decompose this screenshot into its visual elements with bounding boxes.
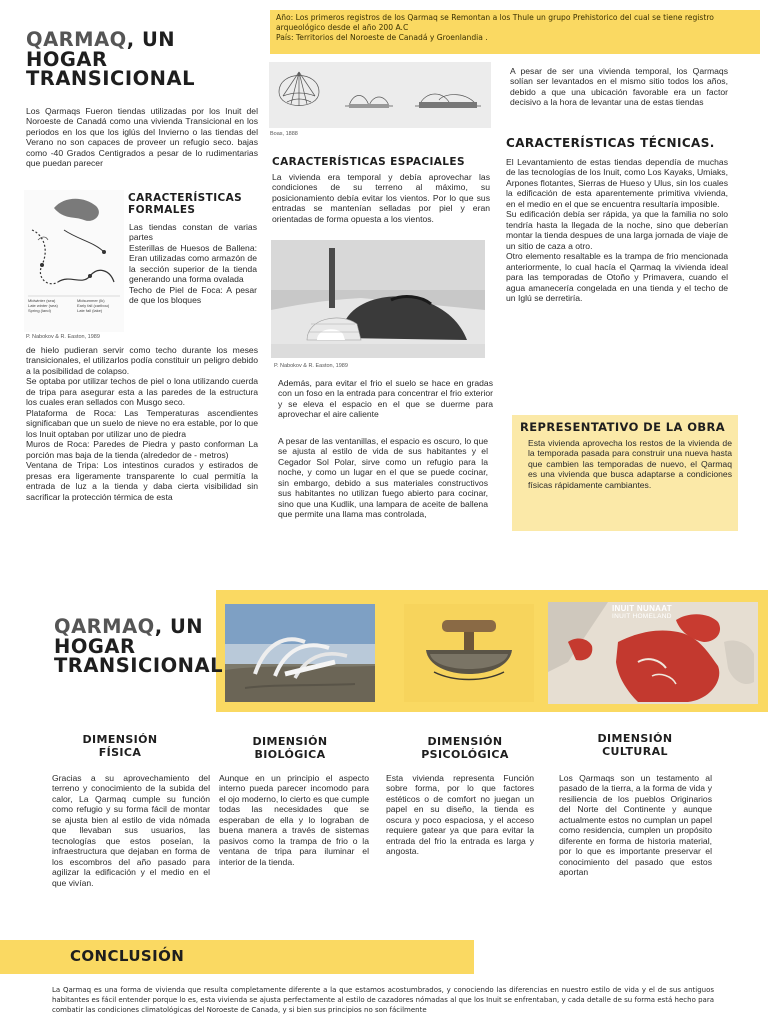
dimension-text-cultural: Los Qarmaqs son un testamento al pasado de la tierra, a la forma de vida y resiliencia de los pueblos Originarios del Norte del Continente y aunque actualmente estos no cumplan un papel como residencia, cumplen un propósito diferente en forma de historia material, por lo que es importante preservar el conocimiento del pasado que estos aportan (559, 773, 712, 878)
info-box (270, 10, 760, 54)
title-line-transicional: TRANSICIONAL (54, 654, 224, 677)
dimension-heading-line: BIOLÓGICA (254, 747, 326, 761)
dimension-heading-line: DIMENSIÓN (252, 735, 328, 748)
legend-item: Spring (land) (28, 308, 51, 313)
spatial-text-3: A pesar de las ventanillas, el espacio es oscuro, lo que se ajusta al estilo de vida de sus habitantes y el Cegador Sol Polar, sirve como un refugio para la noche, y como un lugar en el que se puede cocinar, sin embargo, debido a sus materiales constructivos sus habitantes no utilizan fuego abierto para cocinar, sino que una Kudlik, una lampara de aceite de ballena que permite una llama mas controlada, (278, 436, 488, 520)
spatial-heading: CARACTERÍSTICAS ESPACIALES (272, 156, 465, 168)
sketch-caption: Boas, 1888 (270, 131, 298, 137)
dimension-heading-fisica (60, 734, 180, 759)
title-word-un: , UN (126, 28, 176, 51)
title-line-hogar: HOGAR (54, 634, 136, 658)
info-country: País: Territorios del Noroeste de Canadá y Groenlandia . (276, 32, 488, 42)
title-word-qarmaq: QARMAQ (54, 615, 155, 638)
technical-heading: CARACTERÍSTICAS TÉCNICAS. (506, 136, 715, 150)
formal-heading: CARACTERÍSTICAS FORMALES (128, 192, 243, 217)
dimension-heading-line: DIMENSIÓN (82, 733, 158, 746)
legend-item: Late winter (sea) (28, 303, 58, 308)
representative-text: Esta vivienda aprovecha los restos de la vivienda de la temporada pasada para construir una nueva hasta que cambien las temporadas de nuevo, el Qarmaq es una vivienda que busca adaptarse a condiciones físicas rápidamente cambiantes. (528, 438, 732, 490)
whalebone-photo (225, 604, 375, 702)
bottom-title (54, 617, 224, 676)
spatial-text-2: Además, para evitar el frio el suelo se hace en gradas con un foso en la entrada para concentrar el frio exterior y se eleva el espacio en el que se duerme para aprovechar el aire caliente (278, 378, 493, 420)
dimension-text-biologica: Aunque en un principio el aspecto interno pueda parecer incomodo para el ojo moderno, lo cierto es que cumple todas las necesidades que se esperaban de ella y lo lograban de buena manera a través de sistemas pasivos como la trampa de frio o la ventana de tripa para iluminar el interior de la tienda. (219, 773, 369, 867)
title-word-qarmaq: QARMAQ (26, 28, 127, 51)
photo-caption: P. Nabokov & R. Easton, 1989 (274, 363, 348, 369)
dimension-heading-line: DIMENSIÓN (597, 732, 673, 745)
map-legend (28, 298, 122, 313)
dimension-heading-line: CULTURAL (602, 744, 668, 758)
dimension-heading-biologica (230, 736, 350, 761)
right-intro: A pesar de ser una vivienda temporal, los Qarmaqs solían ser levantados en el mismo sitio todos los años, debido a que una ubicación favorable era un factor decisivo a la hora de levantar una de estas tiendas (510, 66, 728, 108)
dimension-heading-cultural (575, 733, 695, 758)
spatial-text: La vivienda era temporal y debía aprovechar las condiciones de su terreno al máximo, su posicionamiento debía evitar los vientos. Por lo que sus entradas se mantenían selladas por piel y eran orientadas de forma opuesta a los vientos. (272, 172, 490, 224)
inuit-homeland-map (548, 602, 758, 704)
formal-continued-text: de hielo pudieran servir como techo durante los meses transicionales, el utilizarlos podía constituir un peligro debido a la posibilidad de colapso. Se optaba por utilizar techos de piel o lona utilizando cuerda de tripa para asegurar esta a las paredes de la estructura los cuales eran sellados con Musgo seco. Plataforma de Roca: Las Temperaturas ascendientes significaban que un suelo de nieve no era estable, por lo que los Inuit optaban por utilizar uno de piedra Muros de Roca: Paredes de Piedra y pasto conforman La porción mas baja de la tienda (alrededor de - metros) Ventana de Tripa: Los intestinos curados y estirados de presas era ligeramente transparente lo cual permitía la entrada de luz a la tienda y daba cierta visibilidad sin sacrificar la protección térmica de esta (26, 345, 258, 502)
title-line-transicional: TRANSICIONAL (26, 67, 196, 90)
formal-side-text: Las tiendas constan de varias partes Esterillas de Huesos de Ballena: Eran utilizadas como armazón de la sección superior de la tienda generando una forma ovalada Techo de Piel de Foca: A pesar de que los bloques (129, 222, 257, 306)
dimension-text-fisica: Gracias a su aprovechamiento del terreno y conocimiento de la subida del calor, La Qarmaq cumple su función como refugio y su forma fácil de montar se ajusta bien al estilo de vida nómada que llevaban sus usuarios, las tecnologías que estos poseían, la infraestructura que dejaban en forma de los escombros del año pasado para agilizar la edificación y el medio en el que vivían. (52, 773, 210, 888)
conclusion-heading: CONCLUSIÓN (70, 947, 185, 965)
title-line-hogar: HOGAR (26, 47, 108, 71)
page-title (26, 30, 256, 89)
conclusion-text: La Qarmaq es una forma de vivienda que resulta completamente diferente a la que estamos acostumbrados, y conociendo las diferencias en nuestro estilo de vida y el de sus antiguos habitantes es fácil entender porque lo es, esta vivienda se ajusta perfectamente al estilo de cazadores nómadas al que los Inuit se enfrentaban, y cada detalle de su forma está hecho para combatir las condiciones climatológicas del Noroeste de Canada, y si bien sus principios no son fácilmente (52, 986, 714, 1015)
migration-map-diagram (24, 190, 124, 332)
legend-item: Midsummer (lk) (77, 298, 105, 303)
legend-item: Late fall (lake) (77, 308, 103, 313)
dimension-heading-line: DIMENSIÓN (427, 735, 503, 748)
info-year: Año: Los primeros registros de los Qarmaq se Remontan a los Thule un grupo Prehistorico del cual se tiene registro arqueológico desde el año 200 A.C (276, 13, 714, 32)
dimension-text-psicologica: Esta vivienda representa Función sobre forma, por lo que factores estéticos o de comfort no juegan un papel en su diseño, la tienda es oscura y poco espaciosa, y el acceso requiere gatear ya que para evitar la entrada del frio la entrada es larga y angosta. (386, 773, 534, 857)
dimension-heading-psicologica (405, 736, 525, 761)
representative-heading: REPRESENTATIVO DE LA OBRA (520, 420, 726, 434)
title-word-un: , UN (154, 615, 204, 638)
map-caption: P. Nabokov & R. Easton, 1989 (26, 334, 100, 340)
construction-sketch (269, 62, 491, 128)
legend-item: Midwinter (sea) (28, 298, 56, 303)
map-title-2: INUIT HOMELAND (612, 613, 672, 620)
technical-text: El Levantamiento de estas tiendas dependía de muchas de las tecnologías de los Inuit, como Los Kayaks, Umiaks, Arpones flotantes, Sierras de Hueso y Ulus, sin los cuales la edificación de esta aparentemente primitiva vivienda, en el medio en el que se encuentra resultaría imposible. Su edificación debía ser rápida, ya que la familia no solo tendría hasta la llegada de la noche, sino que deberían montar la tienda despues de una larga jornada de viaje de un sitio de caza a otro. Otro elemento resaltable es la trampa de frio mencionada anteriormente, lo cual hacía el Qarmaq la vivienda ideal para las temporadas de Otoño y Primavera, cuando el agua amanecería congelada en una tienda y el techo de un Iglú se derretiría. (506, 157, 728, 304)
legend-item: Early fall (caribou) (77, 303, 110, 308)
map-title-1: INUIT NUNAAT (612, 604, 672, 613)
intro-paragraph: Los Qarmaqs Fueron tiendas utilizadas por los Inuit del Noroeste de Canadá como una vivienda Transicional en los periodos en los que los iglús del Invierno o las tiendas del Verano no son capaces de proveer un refugio seco. bajas como -40 Grados Centigrados a pesar de lo rudimentarias que puedan parecer (26, 106, 258, 169)
tent-photo (271, 240, 485, 358)
ulu-knife-photo (404, 604, 534, 702)
dimension-heading-line: FÍSICA (98, 745, 142, 759)
dimension-heading-line: PSICOLÓGICA (421, 747, 509, 761)
